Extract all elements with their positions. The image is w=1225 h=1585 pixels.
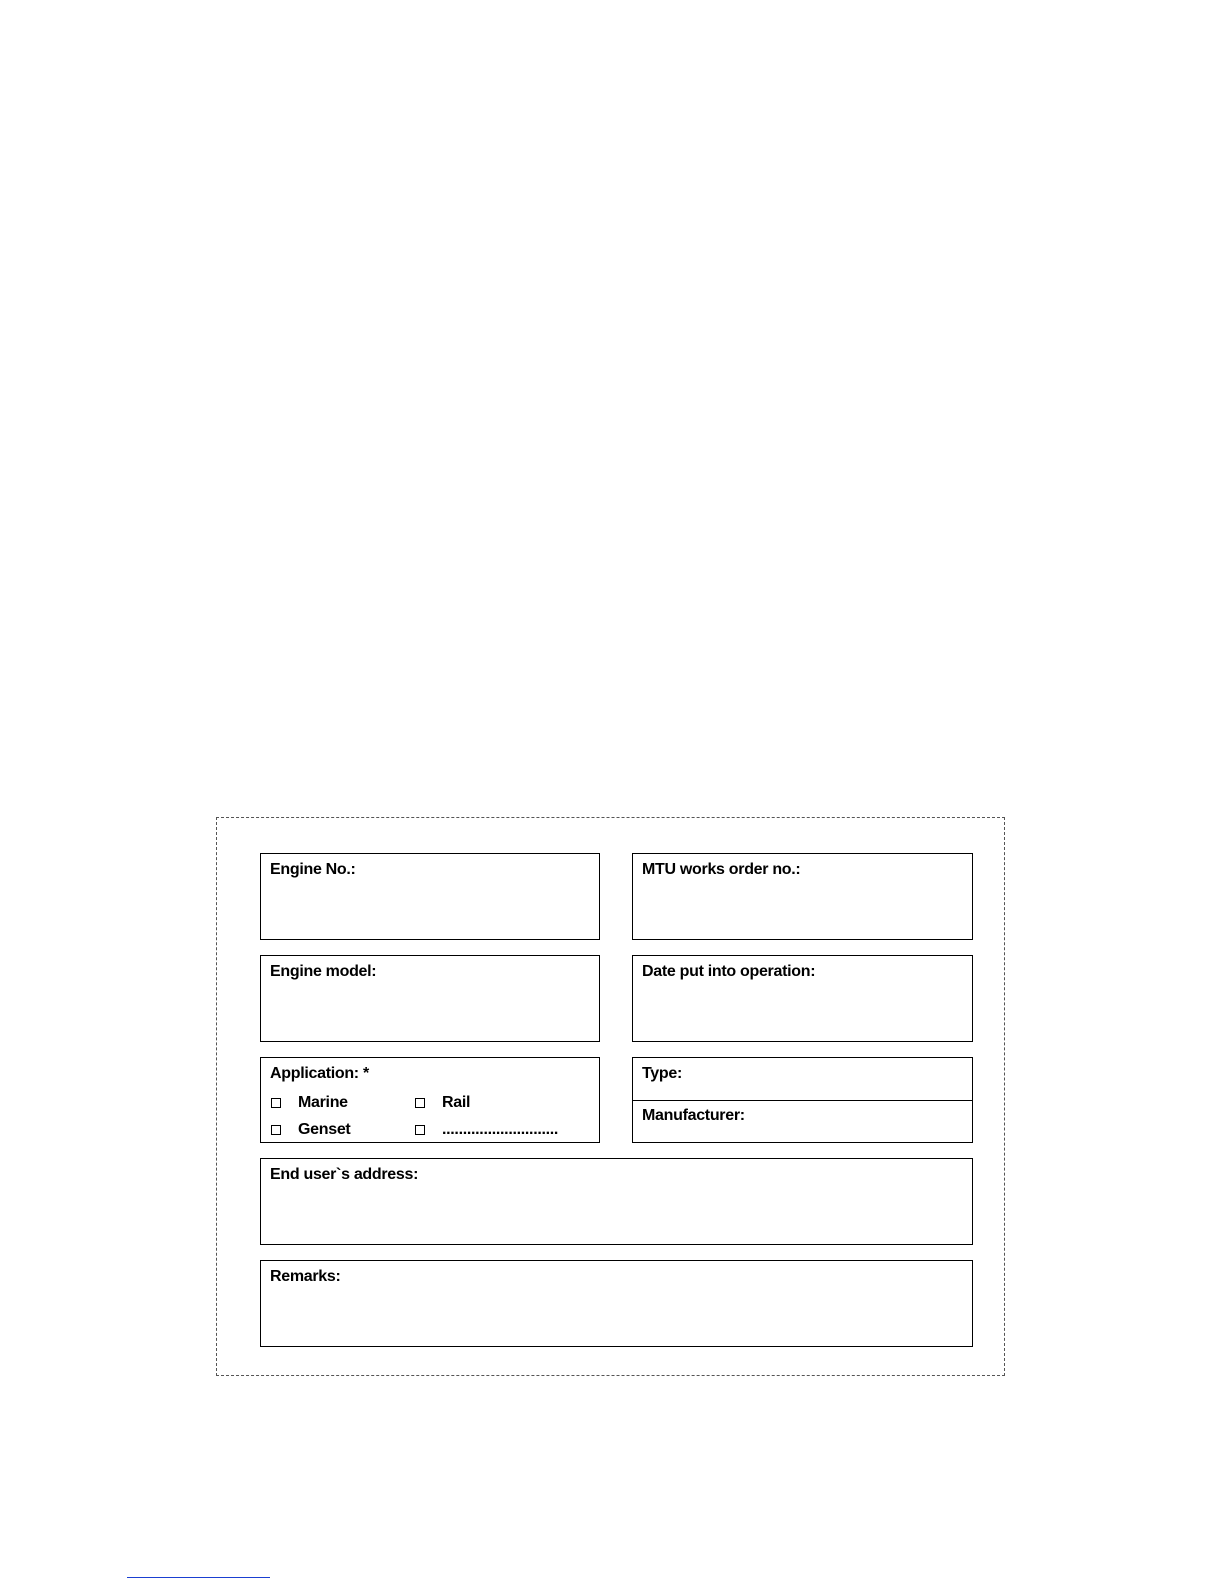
engine-model-label: Engine model:: [270, 963, 377, 980]
other-option-label: ............................: [442, 1121, 559, 1138]
application-option-other[interactable]: [415, 1121, 558, 1139]
engine-model-input[interactable]: [270, 988, 590, 1035]
rail-checkbox[interactable]: [415, 1098, 425, 1108]
engine-no-input[interactable]: [270, 886, 590, 933]
marine-option-label: Marine: [298, 1094, 348, 1111]
application-option-rail[interactable]: [415, 1094, 470, 1112]
application-field: [260, 1057, 600, 1143]
type-manufacturer-field: [632, 1057, 973, 1143]
date-put-into-operation-input[interactable]: [642, 988, 963, 1035]
engine-no-label: Engine No.:: [270, 861, 356, 878]
mtu-works-order-no-input[interactable]: [642, 886, 963, 933]
date-put-into-operation-label: Date put into operation:: [642, 963, 816, 980]
other-checkbox[interactable]: [415, 1125, 425, 1135]
type-label: Type:: [642, 1065, 682, 1082]
manufacturer-label: Manufacturer:: [642, 1107, 745, 1124]
genset-checkbox[interactable]: [271, 1125, 281, 1135]
mtu-works-order-no-field[interactable]: [632, 853, 973, 940]
engine-no-field[interactable]: [260, 853, 600, 940]
end-user-address-input[interactable]: [270, 1191, 963, 1238]
type-manufacturer-divider: [633, 1100, 972, 1101]
date-put-into-operation-field[interactable]: [632, 955, 973, 1042]
application-label: Application: *: [270, 1065, 369, 1082]
rail-option-label: Rail: [442, 1094, 471, 1111]
footnote-separator: [127, 1577, 270, 1578]
genset-option-label: Genset: [298, 1121, 351, 1138]
engine-model-field[interactable]: [260, 955, 600, 1042]
application-option-marine[interactable]: [271, 1094, 348, 1112]
mtu-works-order-no-label: MTU works order no.:: [642, 861, 801, 878]
remarks-label: Remarks:: [270, 1268, 341, 1285]
form-frame: [216, 817, 1005, 1376]
remarks-field[interactable]: [260, 1260, 973, 1347]
end-user-address-field[interactable]: [260, 1158, 973, 1245]
application-option-genset[interactable]: [271, 1121, 350, 1139]
end-user-address-label: End user`s address:: [270, 1166, 419, 1183]
marine-checkbox[interactable]: [271, 1098, 281, 1108]
remarks-input[interactable]: [270, 1293, 963, 1340]
